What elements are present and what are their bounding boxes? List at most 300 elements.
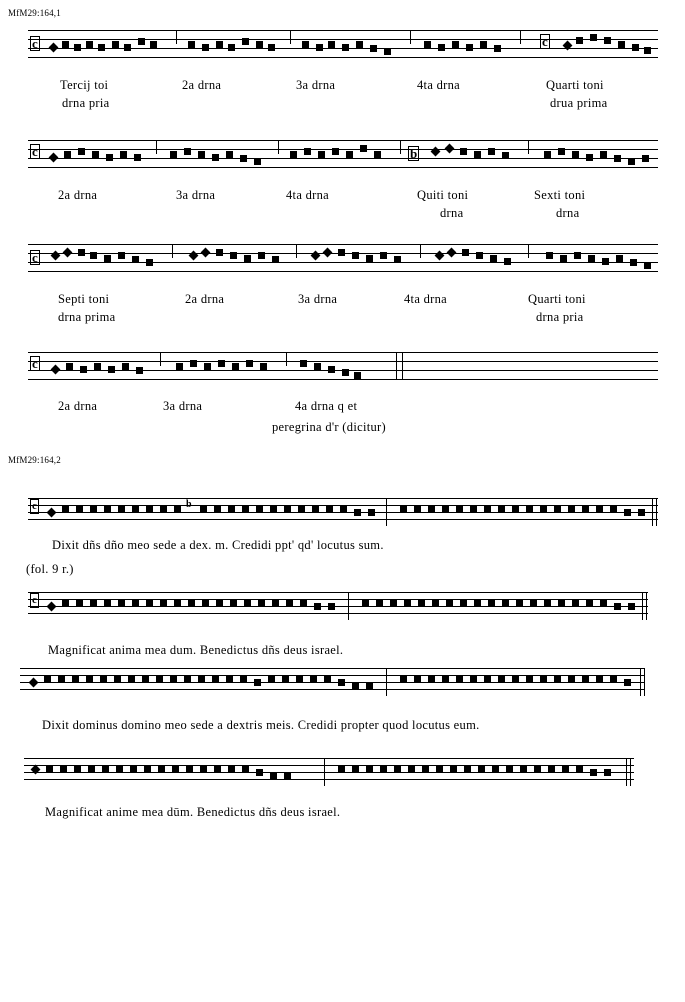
barline — [160, 352, 161, 366]
note-square — [540, 676, 547, 683]
note-square — [354, 509, 361, 516]
note-square — [366, 255, 373, 262]
barline — [286, 352, 287, 366]
barline — [278, 140, 279, 154]
note-square — [268, 676, 275, 683]
note-square — [284, 772, 291, 779]
note-square — [268, 44, 275, 51]
note-square — [516, 600, 523, 607]
note-square — [548, 766, 555, 773]
note-square — [66, 363, 73, 370]
note-square — [76, 506, 83, 513]
note-square — [644, 262, 651, 269]
psalm-text: Magnificat anime mea dūm. Benedictus dñs deus israel. — [45, 805, 341, 819]
chant-label: 2a drna — [58, 399, 98, 413]
note-square — [352, 682, 359, 689]
chant-label: Quarti toni — [546, 78, 604, 92]
note-square — [466, 44, 473, 51]
note-square — [572, 151, 579, 158]
psalm-system-4 — [24, 758, 634, 782]
note-square — [488, 148, 495, 155]
note-square — [158, 766, 165, 773]
note-square — [474, 151, 481, 158]
note-square — [74, 766, 81, 773]
note-square — [176, 363, 183, 370]
psalm-system-3 — [20, 668, 645, 692]
note-square — [600, 151, 607, 158]
note-square — [356, 41, 363, 48]
note-square — [290, 151, 297, 158]
note-square — [98, 44, 105, 51]
note-square — [332, 148, 339, 155]
note-square — [202, 44, 209, 51]
note-square — [562, 766, 569, 773]
barline — [646, 592, 647, 620]
note-square — [108, 366, 115, 373]
note-square — [610, 506, 617, 513]
note-square — [600, 600, 607, 607]
note-square — [132, 506, 139, 513]
note-square — [498, 676, 505, 683]
note-square — [576, 766, 583, 773]
note-square — [604, 37, 611, 44]
note-square — [462, 249, 469, 256]
note-square — [174, 600, 181, 607]
note-square — [588, 255, 595, 262]
note-square — [544, 151, 551, 158]
note-square — [230, 252, 237, 259]
psalm-system-1 — [28, 498, 658, 522]
note-square — [498, 506, 505, 513]
note-square — [328, 603, 335, 610]
note-square — [270, 506, 277, 513]
note-square — [242, 38, 249, 45]
note-square — [502, 600, 509, 607]
note-square — [232, 363, 239, 370]
note-square — [354, 372, 361, 379]
note-square — [474, 600, 481, 607]
c-clef-icon: b — [410, 146, 418, 161]
barline — [528, 140, 529, 154]
note-square — [596, 506, 603, 513]
note-square — [526, 676, 533, 683]
note-square — [582, 506, 589, 513]
note-square — [58, 676, 65, 683]
note-square — [242, 506, 249, 513]
note-square — [228, 44, 235, 51]
note-square — [380, 766, 387, 773]
note-square — [104, 506, 111, 513]
note-square — [122, 363, 129, 370]
chant-label: Septi toni — [58, 292, 110, 306]
chant-label: 2a drna — [182, 78, 222, 92]
note-square — [478, 766, 485, 773]
barline — [324, 758, 325, 786]
note-square — [300, 360, 307, 367]
note-square — [124, 44, 131, 51]
barline — [386, 668, 387, 696]
note-square — [104, 600, 111, 607]
note-square — [568, 676, 575, 683]
note-square — [146, 506, 153, 513]
note-square — [90, 506, 97, 513]
note-square — [198, 676, 205, 683]
note-square — [256, 769, 263, 776]
note-square — [198, 151, 205, 158]
note-square — [118, 252, 125, 259]
note-square — [632, 44, 639, 51]
note-square — [258, 600, 265, 607]
note-square — [418, 600, 425, 607]
note-square — [304, 148, 311, 155]
note-square — [200, 506, 207, 513]
note-square — [226, 676, 233, 683]
note-square — [342, 369, 349, 376]
note-square — [218, 360, 225, 367]
note-square — [44, 676, 51, 683]
note-square — [586, 154, 593, 161]
barline — [348, 592, 349, 620]
note-square — [226, 151, 233, 158]
note-square — [240, 676, 247, 683]
note-square — [272, 600, 279, 607]
note-square — [628, 158, 635, 165]
note-square — [534, 766, 541, 773]
note-square — [432, 600, 439, 607]
note-square — [146, 259, 153, 266]
chant-label: 3a drna — [176, 188, 216, 202]
barline — [156, 140, 157, 154]
note-square — [638, 509, 645, 516]
note-square — [630, 259, 637, 266]
barline — [520, 30, 521, 44]
note-square — [116, 766, 123, 773]
note-square — [366, 682, 373, 689]
note-square — [160, 506, 167, 513]
note-square — [368, 509, 375, 516]
note-square — [614, 155, 621, 162]
note-square — [228, 506, 235, 513]
note-square — [554, 506, 561, 513]
note-square — [394, 256, 401, 263]
note-square — [346, 151, 353, 158]
note-square — [554, 676, 561, 683]
note-square — [254, 679, 261, 686]
note-square — [408, 766, 415, 773]
note-square — [296, 676, 303, 683]
barline — [396, 352, 397, 380]
note-square — [560, 255, 567, 262]
note-square — [160, 600, 167, 607]
note-square — [394, 766, 401, 773]
note-square — [352, 252, 359, 259]
note-square — [390, 600, 397, 607]
folio-note: (fol. 9 r.) — [26, 562, 74, 576]
note-square — [492, 766, 499, 773]
note-square — [526, 506, 533, 513]
c-clef-icon: c — [32, 356, 38, 371]
barline — [402, 352, 403, 380]
note-square — [282, 676, 289, 683]
barline — [296, 244, 297, 258]
note-square — [400, 506, 407, 513]
note-square — [596, 676, 603, 683]
note-square — [414, 676, 421, 683]
psalm-system-2 — [28, 592, 648, 616]
note-square — [512, 676, 519, 683]
note-square — [134, 154, 141, 161]
note-square — [590, 34, 597, 41]
c-clef-icon: c — [32, 594, 37, 606]
note-square — [230, 600, 237, 607]
barline — [172, 244, 173, 258]
chant-label: drna pria — [536, 310, 584, 324]
note-square — [442, 506, 449, 513]
barline — [626, 758, 627, 786]
note-square — [88, 766, 95, 773]
chant-label: drna pria — [62, 96, 110, 110]
barline — [176, 30, 177, 44]
note-square — [204, 363, 211, 370]
note-square — [190, 360, 197, 367]
note-square — [314, 603, 321, 610]
note-square — [142, 676, 149, 683]
note-square — [618, 41, 625, 48]
note-square — [624, 509, 631, 516]
note-square — [316, 44, 323, 51]
note-square — [86, 676, 93, 683]
note-square — [338, 249, 345, 256]
note-square — [488, 600, 495, 607]
note-square — [494, 45, 501, 52]
chant-system-3 — [28, 244, 658, 274]
note-square — [104, 255, 111, 262]
note-square — [642, 155, 649, 162]
note-square — [628, 603, 635, 610]
note-square — [476, 252, 483, 259]
c-clef-icon: c — [32, 250, 38, 265]
note-square — [138, 38, 145, 45]
c-clef-icon: c — [32, 36, 38, 51]
note-square — [404, 600, 411, 607]
note-square — [328, 41, 335, 48]
c-clef-icon: c — [542, 34, 548, 49]
note-square — [254, 158, 261, 165]
note-square — [484, 506, 491, 513]
note-square — [256, 506, 263, 513]
barline — [642, 592, 643, 620]
note-square — [150, 41, 157, 48]
note-square — [286, 600, 293, 607]
chant-label: drna — [556, 206, 580, 220]
note-square — [604, 769, 611, 776]
note-square — [112, 41, 119, 48]
note-square — [450, 766, 457, 773]
note-square — [78, 249, 85, 256]
note-square — [520, 766, 527, 773]
note-square — [90, 252, 97, 259]
chant-system-2 — [28, 140, 658, 170]
note-square — [136, 367, 143, 374]
barline — [630, 758, 631, 786]
note-square — [244, 600, 251, 607]
note-square — [302, 41, 309, 48]
note-square — [310, 676, 317, 683]
note-square — [338, 766, 345, 773]
chant-label: 3a drna — [298, 292, 338, 306]
note-square — [174, 506, 181, 513]
note-square — [212, 154, 219, 161]
note-square — [546, 252, 553, 259]
note-square — [374, 151, 381, 158]
note-square — [442, 676, 449, 683]
note-square — [72, 676, 79, 683]
barline — [400, 140, 401, 154]
note-square — [424, 41, 431, 48]
note-square — [146, 600, 153, 607]
note-square — [200, 766, 207, 773]
note-square — [370, 45, 377, 52]
note-square — [452, 41, 459, 48]
psalm-text: Dixit dominus domino meo sede a dextris meis. Credidi propter quod locutus eum. — [42, 718, 480, 732]
note-square — [446, 600, 453, 607]
note-square — [186, 766, 193, 773]
note-square — [326, 506, 333, 513]
note-square — [272, 256, 279, 263]
barline — [640, 668, 641, 696]
note-square — [156, 676, 163, 683]
note-square — [312, 506, 319, 513]
note-square — [644, 47, 651, 54]
note-square — [480, 41, 487, 48]
note-square — [114, 676, 121, 683]
chant-label: 2a drna — [185, 292, 225, 306]
note-square — [144, 766, 151, 773]
chant-label: drna prima — [58, 310, 116, 324]
note-square — [130, 766, 137, 773]
chant-label: Sexti toni — [534, 188, 586, 202]
note-square — [120, 151, 127, 158]
barline — [656, 498, 657, 526]
note-square — [490, 255, 497, 262]
note-square — [228, 766, 235, 773]
note-square — [590, 769, 597, 776]
note-square — [352, 766, 359, 773]
note-square — [544, 600, 551, 607]
note-square — [86, 41, 93, 48]
note-square — [318, 151, 325, 158]
note-square — [470, 506, 477, 513]
note-square — [106, 154, 113, 161]
note-square — [74, 44, 81, 51]
chant-label: 4ta drna — [404, 292, 448, 306]
note-square — [244, 255, 251, 262]
chant-label: 2a drna — [58, 188, 98, 202]
note-square — [270, 772, 277, 779]
note-square — [504, 258, 511, 265]
note-square — [502, 152, 509, 159]
chant-system-1 — [28, 30, 658, 60]
note-square — [216, 249, 223, 256]
note-square — [610, 676, 617, 683]
note-square — [342, 44, 349, 51]
note-square — [614, 603, 621, 610]
note-square — [214, 766, 221, 773]
note-square — [202, 600, 209, 607]
note-square — [314, 363, 321, 370]
note-square — [362, 600, 369, 607]
note-square — [90, 600, 97, 607]
note-square — [338, 679, 345, 686]
note-square — [170, 151, 177, 158]
note-square — [170, 676, 177, 683]
note-square — [118, 506, 125, 513]
note-square — [46, 766, 53, 773]
note-square — [512, 506, 519, 513]
note-square — [246, 360, 253, 367]
chant-label: 4a drna q et — [295, 399, 358, 413]
note-square — [188, 41, 195, 48]
note-square — [624, 679, 631, 686]
note-square — [506, 766, 513, 773]
note-square — [340, 506, 347, 513]
note-square — [602, 258, 609, 265]
note-square — [62, 41, 69, 48]
note-square — [582, 676, 589, 683]
note-square — [216, 600, 223, 607]
psalm-text: Magnificat anima mea dum. Benedictus dñs deus israel. — [48, 643, 344, 657]
barline — [420, 244, 421, 258]
chant-label: Tercij toi — [60, 78, 109, 92]
chant-system-4 — [28, 352, 658, 382]
note-square — [188, 600, 195, 607]
psalm-text: Dixit dñs dño meo sede a dex. m. Credidi ppt' qd' locutus sum. — [52, 538, 384, 552]
note-square — [360, 145, 367, 152]
chant-label: drna — [440, 206, 464, 220]
note-square — [540, 506, 547, 513]
note-square — [464, 766, 471, 773]
note-square — [586, 600, 593, 607]
barline — [386, 498, 387, 526]
note-square — [460, 148, 467, 155]
note-square — [214, 506, 221, 513]
note-square — [132, 256, 139, 263]
note-square — [460, 600, 467, 607]
chant-label: Quarti toni — [528, 292, 586, 306]
c-clef-icon: c — [32, 500, 37, 512]
note-square — [76, 600, 83, 607]
note-square — [324, 676, 331, 683]
note-square — [456, 676, 463, 683]
note-square — [616, 255, 623, 262]
note-square — [94, 363, 101, 370]
note-square — [80, 366, 87, 373]
note-square — [300, 600, 307, 607]
note-square — [256, 41, 263, 48]
chant-label: 3a drna — [296, 78, 336, 92]
siglum-label-1: MfM29:164,1 — [8, 8, 61, 18]
note-square — [260, 363, 267, 370]
note-square — [328, 366, 335, 373]
note-square — [132, 600, 139, 607]
note-square — [428, 506, 435, 513]
note-square — [428, 676, 435, 683]
note-square — [172, 766, 179, 773]
note-square — [484, 676, 491, 683]
chant-label: 3a drna — [163, 399, 203, 413]
note-square — [118, 600, 125, 607]
note-square — [470, 676, 477, 683]
